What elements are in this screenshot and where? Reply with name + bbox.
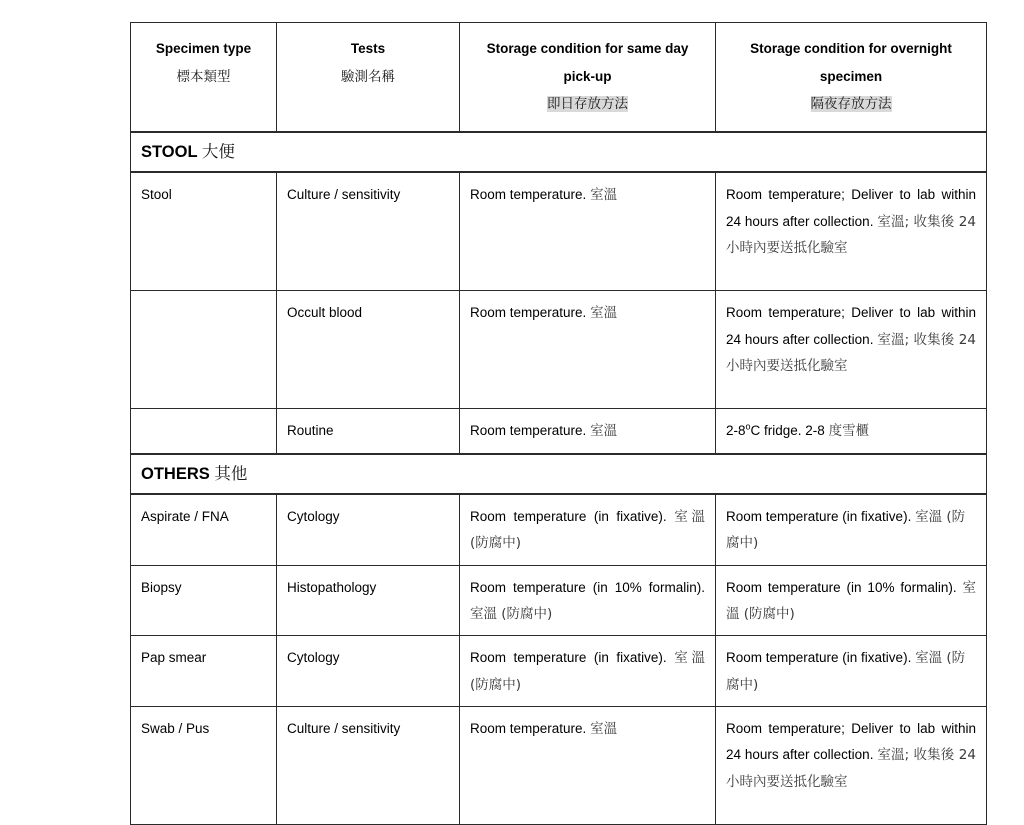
cell-same-day [460,636,716,707]
cell-test: Histopathology [277,565,460,636]
same-day-en: Room temperature. [470,305,587,321]
overnight-zh: 室溫 (防腐中) [726,650,966,693]
header-same-day-zh: 即日存放方法 [547,96,628,113]
cell-same-day [460,706,716,824]
cell-same-day [460,172,716,291]
overnight-en: Room temperature; Deliver to lab within 24 hours after collection. [726,720,976,763]
cell-specimen [131,409,277,454]
same-day-en: Room temperature (in fixative). [470,509,667,525]
header-cell-specimen-type [131,23,277,133]
same-day-en: Room temperature. [470,423,587,439]
header-specimen-type-en: Specimen type [155,41,252,56]
header-overnight-en-line2: specimen [819,68,883,84]
same-day-zh: 室溫 [590,305,618,322]
cell-test: Occult blood [277,291,460,409]
overnight-zh: 室溫 (防腐中) [726,509,966,552]
table-row [131,172,987,291]
overnight-en: Room temperature (in fixative). [726,509,912,525]
table-row [131,565,987,636]
overnight-zh: 室溫; 收集後 24 小時內要送抵化驗室 [726,747,976,790]
same-day-zh: 室溫 [590,720,618,737]
overnight-en: Room temperature; Deliver to lab within 24 hours after collection. [726,305,976,347]
cell-test: Culture / sensitivity [277,706,460,824]
specimen-storage-table [130,22,987,825]
table-row [131,291,987,409]
section-header-others [131,454,987,494]
cell-test: Routine [277,409,460,454]
header-overnight-zh: 隔夜存放方法 [810,96,892,113]
header-same-day-en-line1: Storage condition for same day [486,41,689,56]
same-day-en: Room temperature. [470,720,587,736]
cell-overnight [716,706,987,824]
cell-test: Cytology [277,494,460,565]
cell-overnight [716,172,987,291]
cell-overnight [716,494,987,565]
table-header-row [131,23,987,133]
overnight-en-post: C fridge. 2-8 [750,423,825,439]
overnight-en: Room temperature (in 10% formalin). [726,579,957,595]
same-day-zh: 室溫 [590,187,618,204]
cell-same-day [460,494,716,565]
header-cell-overnight [716,23,987,133]
section-stool-en: STOOL [141,143,198,162]
section-others-en: OTHERS [141,464,210,483]
same-day-zh: 室溫 (防腐中) [470,606,553,623]
header-same-day-en-line2: pick-up [563,68,612,84]
section-others-zh: 其他 [214,463,248,483]
cell-overnight [716,291,987,409]
cell-overnight [716,565,987,636]
same-day-zh: 室溫 [590,423,618,440]
cell-test: Culture / sensitivity [277,172,460,291]
section-header-others-cell [131,454,987,494]
header-cell-tests [277,23,460,133]
header-overnight-en-line1: Storage condition for overnight [750,41,952,56]
section-stool-zh: 大便 [201,142,235,162]
cell-same-day [460,565,716,636]
cell-specimen: Biopsy [131,565,277,636]
same-day-zh: 室溫 (防腐中) [470,509,705,552]
cell-same-day [460,291,716,409]
table-row [131,636,987,707]
same-day-en: Room temperature (in fixative). [470,650,667,666]
same-day-en: Room temperature. [470,187,587,203]
header-tests-zh: 驗測名稱 [341,68,395,85]
overnight-zh: 室溫; 收集後 24 小時內要送抵化驗室 [726,331,976,375]
overnight-en: Room temperature (in fixative). [726,650,912,666]
cell-overnight [716,409,987,454]
cell-specimen [131,291,277,409]
header-cell-same-day [460,23,716,133]
overnight-en: Room temperature; Deliver to lab within 24 hours after collection. [726,187,976,229]
table-row [131,494,987,565]
table-row [131,409,987,454]
same-day-zh: 室溫 (防腐中) [470,650,705,693]
same-day-en: Room temperature (in 10% formalin). [470,579,705,595]
cell-specimen: Stool [131,172,277,291]
cell-specimen: Swab / Pus [131,706,277,824]
section-header-stool-cell [131,132,987,172]
cell-same-day [460,409,716,454]
header-tests-en: Tests [350,41,386,56]
cell-specimen: Pap smear [131,636,277,707]
table-row [131,706,987,824]
cell-test: Cytology [277,636,460,707]
section-header-stool [131,132,987,172]
overnight-zh: 度雪櫃 [828,423,870,440]
overnight-en-pre: 2-8 [726,423,746,439]
cell-specimen: Aspirate / FNA [131,494,277,565]
overnight-zh: 室溫; 收集後 24 小時內要送抵化驗室 [726,213,976,257]
overnight-zh: 室溫 (防腐中) [726,579,976,623]
degree-symbol: o [745,421,751,432]
cell-overnight [716,636,987,707]
header-specimen-type-zh: 標本類型 [176,68,231,85]
